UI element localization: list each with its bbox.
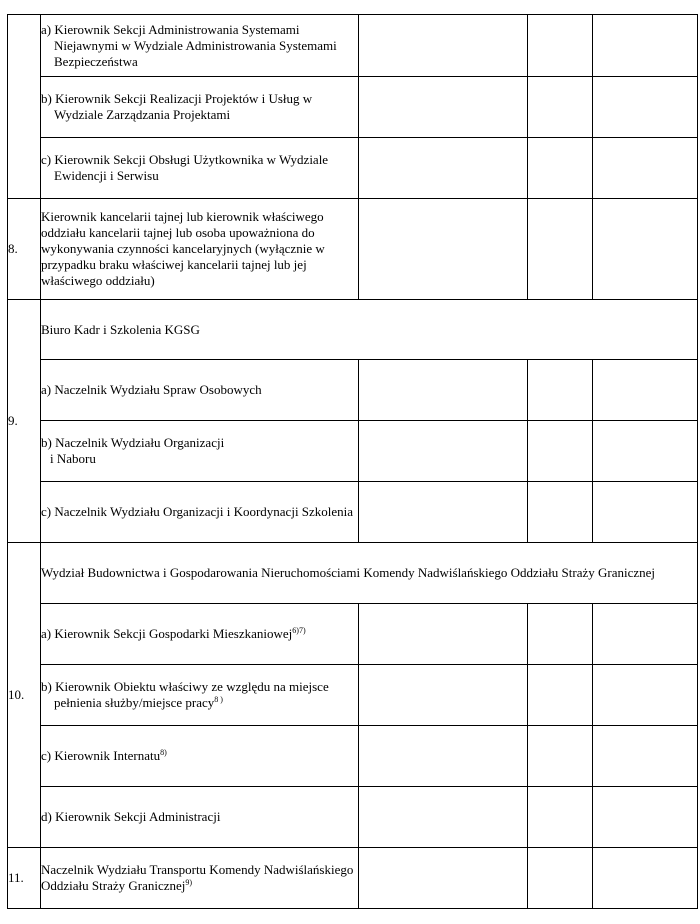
empty-cell	[528, 77, 593, 138]
empty-cell	[359, 138, 528, 199]
footnote-marker: 8 )	[214, 695, 223, 704]
description-cell: b) Kierownik Obiektu właściwy ze względu na miejsce pełnienia służby/miejsce pracy$^{8 )}$	[41, 665, 359, 726]
empty-cell	[359, 482, 528, 543]
empty-cell	[528, 787, 593, 848]
empty-cell	[593, 138, 698, 199]
empty-cell	[359, 787, 528, 848]
empty-cell	[359, 77, 528, 138]
authorization-table	[7, 14, 698, 909]
footnote-marker: 9)	[185, 878, 193, 887]
empty-cell	[528, 421, 593, 482]
row-number: 11.	[8, 848, 41, 909]
description-cell: c) Kierownik Sekcji Obsługi Użytkownika w Wydziale Ewidencji i Serwisu	[41, 138, 359, 199]
empty-cell	[359, 360, 528, 421]
empty-cell	[528, 604, 593, 665]
empty-cell	[359, 15, 528, 77]
section-header: Biuro Kadr i Szkolenia KGSG	[41, 300, 698, 360]
empty-cell	[528, 848, 593, 909]
empty-cell	[528, 15, 593, 77]
footnote-marker: 8)	[160, 748, 167, 757]
table-row	[8, 665, 698, 726]
empty-cell	[593, 787, 698, 848]
empty-cell	[528, 138, 593, 199]
empty-cell	[593, 665, 698, 726]
table-row	[8, 77, 698, 138]
row-number: 10.	[8, 543, 41, 848]
description-cell: Kierownik kancelarii tajnej lub kierownik właściwego oddziału kancelarii tajnej lub osoba upoważniona do wykonywania czynności kancelaryjnych (wyłącznie w przypadku braku właściwej kancelarii tajnej lub jej właściwego oddziału)	[41, 199, 359, 300]
table-row	[8, 199, 698, 300]
table-row	[8, 848, 698, 909]
table-row	[8, 726, 698, 787]
row-number: 8.	[8, 199, 41, 300]
empty-cell	[528, 360, 593, 421]
empty-cell	[359, 199, 528, 300]
empty-cell	[593, 848, 698, 909]
empty-cell	[528, 482, 593, 543]
empty-cell	[359, 665, 528, 726]
empty-cell	[593, 360, 698, 421]
empty-cell	[593, 604, 698, 665]
empty-cell	[528, 726, 593, 787]
table-row	[8, 604, 698, 665]
empty-cell	[359, 848, 528, 909]
table-row	[8, 300, 698, 360]
description-cell: c) Naczelnik Wydziału Organizacji i Koordynacji Szkolenia	[41, 482, 359, 543]
table-row	[8, 543, 698, 604]
empty-cell	[359, 726, 528, 787]
description-cell: c) Kierownik Internatu$^{8)}$	[41, 726, 359, 787]
description-cell: Naczelnik Wydziału Transportu Komendy Nadwiślańskiego Oddziału Straży Granicznej$^{9)}$	[41, 848, 359, 909]
empty-cell	[593, 15, 698, 77]
table-row	[8, 15, 698, 77]
empty-cell	[593, 482, 698, 543]
table-row	[8, 360, 698, 421]
section-header: Wydział Budownictwa i Gospodarowania Nieruchomościami Komendy Nadwiślańskiego Oddziału Straży Granicznej	[41, 543, 698, 604]
table-row	[8, 421, 698, 482]
description-cell: d) Kierownik Sekcji Administracji	[41, 787, 359, 848]
empty-cell	[593, 726, 698, 787]
row-number: 9.	[8, 300, 41, 543]
empty-cell	[593, 421, 698, 482]
empty-cell	[528, 665, 593, 726]
empty-cell	[359, 421, 528, 482]
description-cell: a) Kierownik Sekcji Gospodarki Mieszkaniowej$^{6)7)}$	[41, 604, 359, 665]
empty-cell	[593, 199, 698, 300]
table-row	[8, 787, 698, 848]
row-number-cell	[8, 15, 41, 199]
description-cell: a) Naczelnik Wydziału Spraw Osobowych	[41, 360, 359, 421]
footnote-marker: 6)7)	[292, 626, 306, 635]
table-row	[8, 138, 698, 199]
table-row	[8, 482, 698, 543]
description-cell: b) Naczelnik Wydziału Organizacji i Naboru	[41, 421, 359, 482]
empty-cell	[528, 199, 593, 300]
description-cell: a) Kierownik Sekcji Administrowania Systemami Niejawnymi w Wydziale Administrowania Systemami Bezpieczeństwa	[41, 15, 359, 77]
description-cell: b) Kierownik Sekcji Realizacji Projektów i Usług w Wydziale Zarządzania Projektami	[41, 77, 359, 138]
empty-cell	[359, 604, 528, 665]
empty-cell	[593, 77, 698, 138]
